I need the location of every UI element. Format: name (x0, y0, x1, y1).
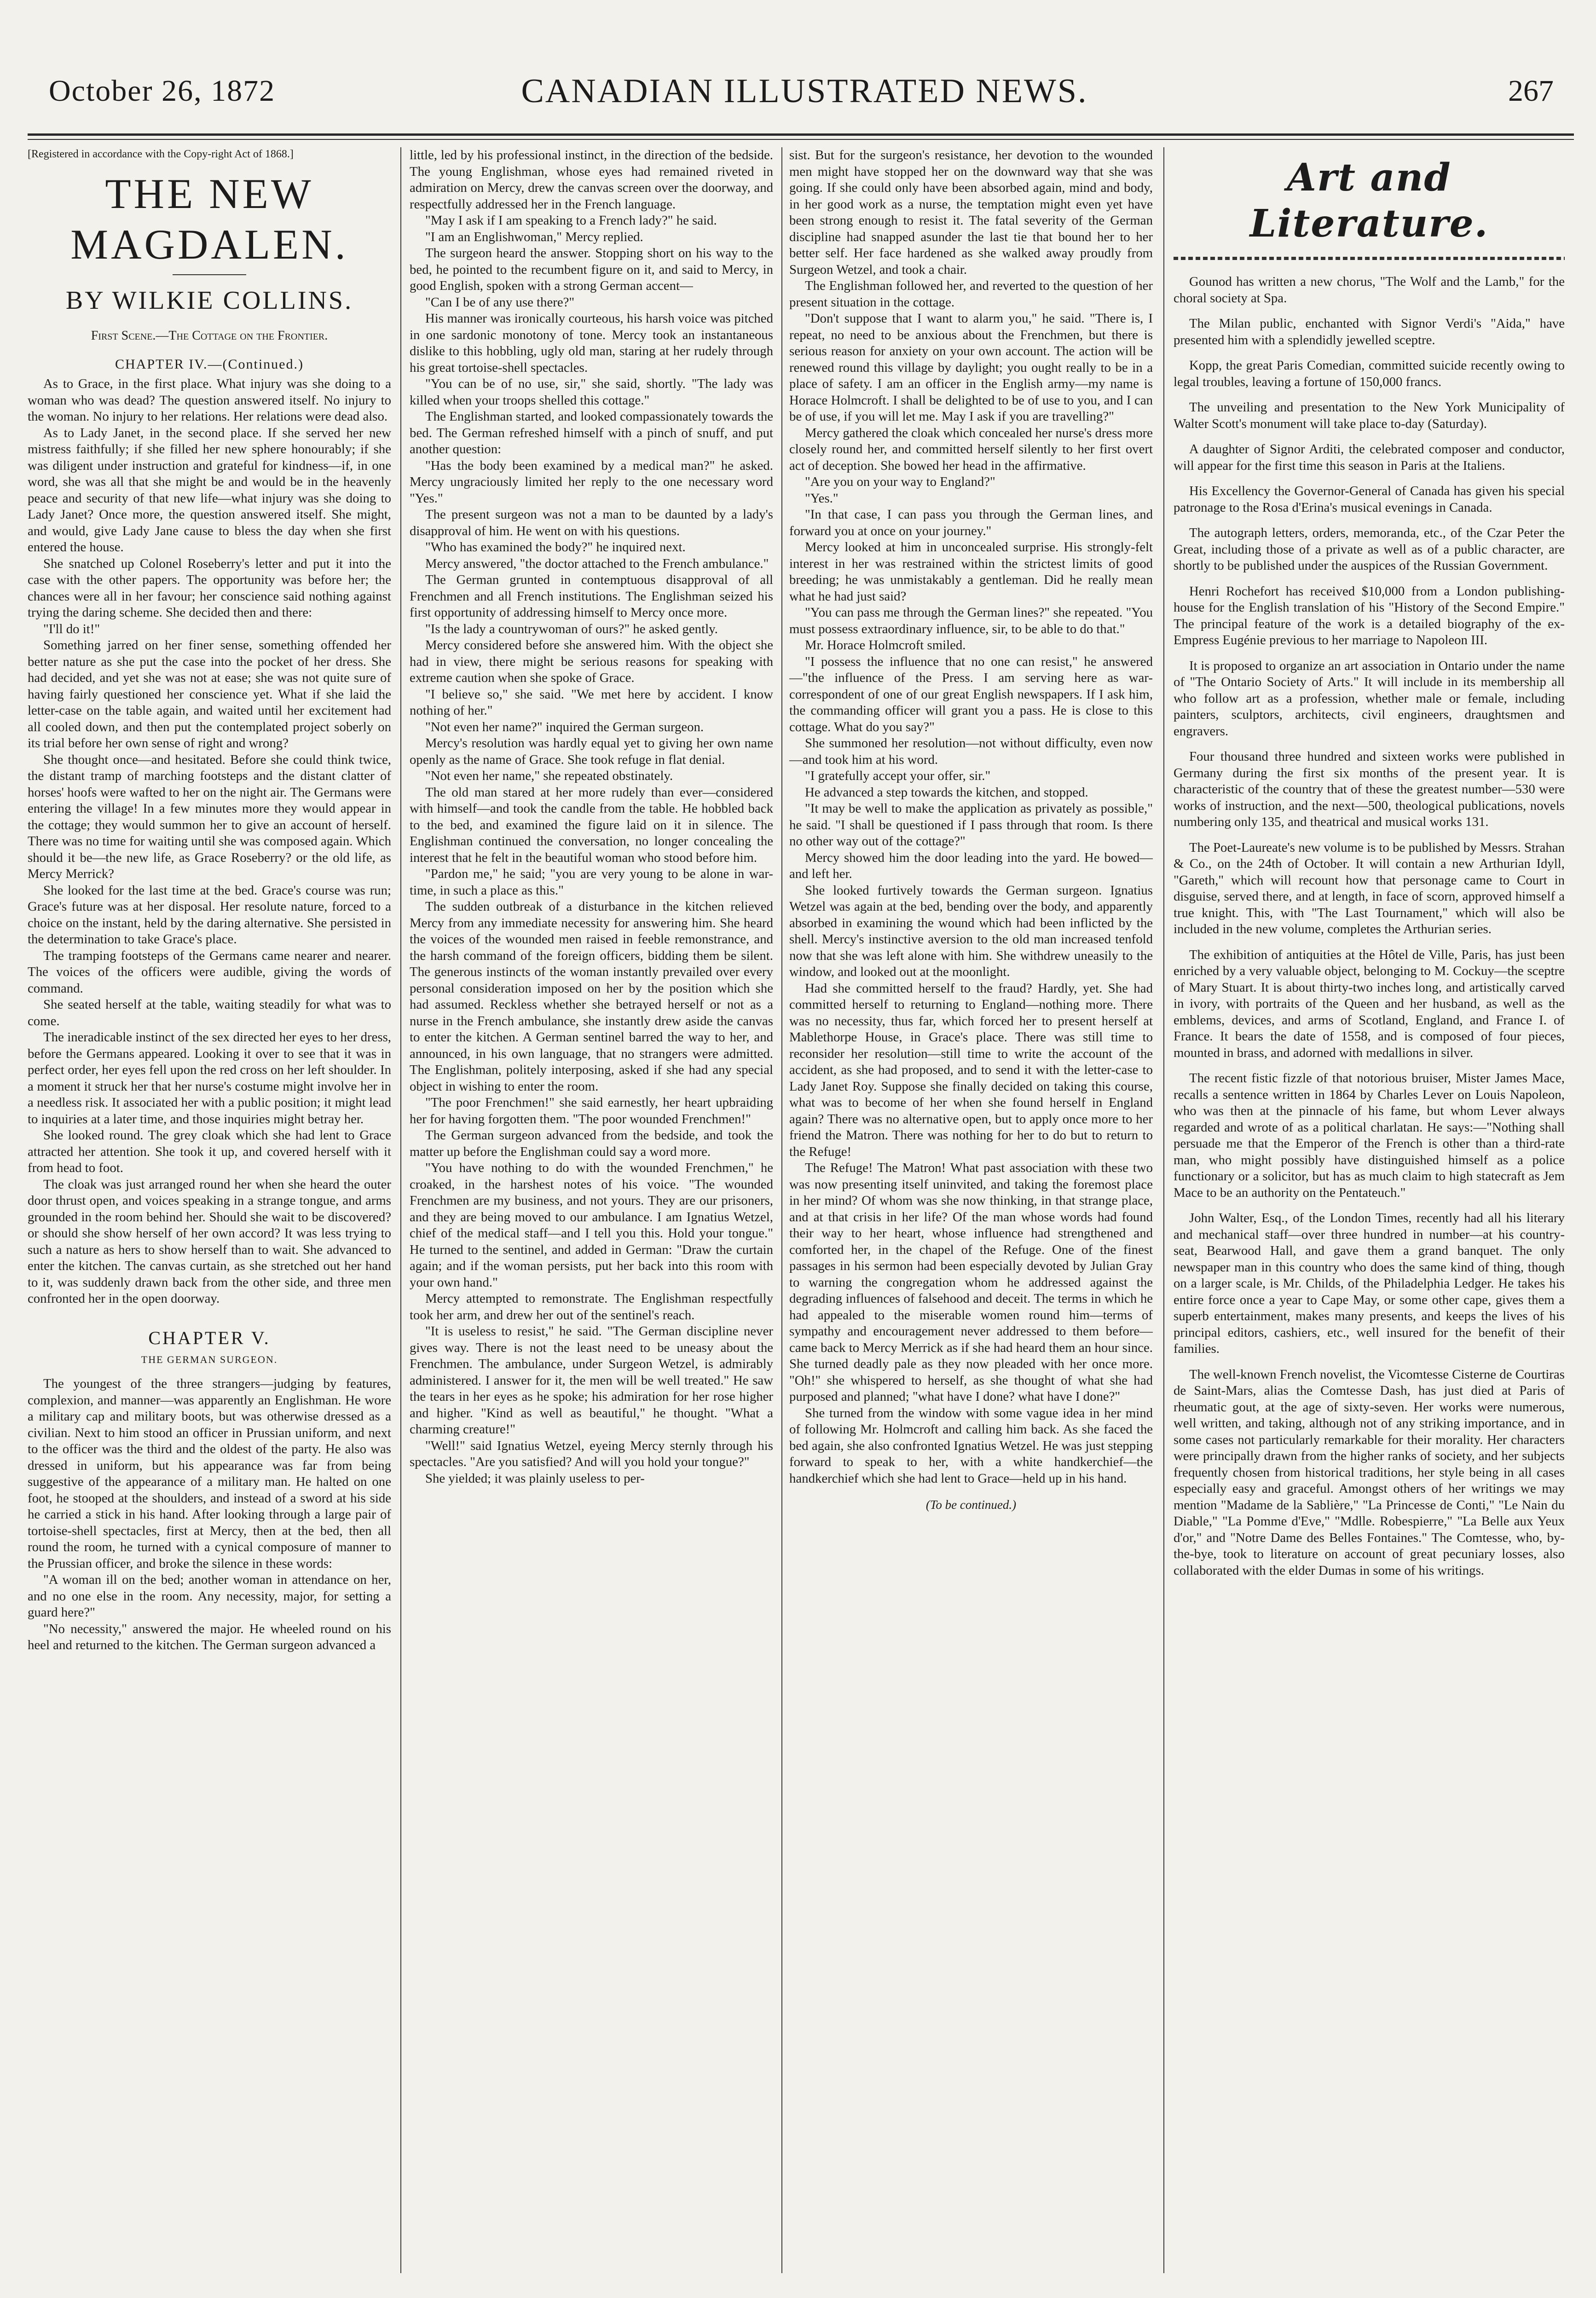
story-paragraph: "May I ask if I am speaking to a French lady?" he said. (425, 213, 717, 228)
news-item: The exhibition of antiquities at the Hôtel de Ville, Paris, has just been enriched by a very valuable object, belonging to M. Cockuy—the sceptre of Mary Stuart. It is about thirty-two inches long, and artistically carved in ivory, with portraits of the Queen and her husband, as well as the emblems, devices, and arms of Scotland, England, and France I. of France. It bears the date of 1558, and is composed of four pieces, mounted in brass, and adorned with medallions in silver. (1174, 947, 1565, 1060)
story-paragraph: His manner was ironically courteous, his harsh voice was pitched in one sardonic monotony of tone. Mercy took an instantaneous dislike to this hobbling, ugly old man, staring at her rudely through his great tortoise-shell spectacles. (410, 311, 773, 375)
story-paragraph: Had she committed herself to the fraud? Hardly, yet. She had committed herself to returning to England—nothing more. There was no necessity, thus far, which forced her to present herself at Mablethorpe House, in Grace's place. There was still time to reconsider her resolution—still time to write the account of the accident, as she had proposed, and to send it with the letter-case to Lady Janet Roy. Suppose she finally decided on taking this course, what was to become of her when she found herself in England again? There was no alternative open, but to apply once more to her friend the Matron. There was nothing for her to do but to return to the Refuge! (789, 981, 1153, 1159)
story-paragraph: The Refuge! The Matron! What past association with these two was now presenting itself uninvited, and taking the foremost place in her mind? Of whom was she now thinking, in that strange place, and at that crisis in her life? Of the man whose words had found their way to her heart, whose influence had strengthened and comforted her, in the chapel of the Refuge. One of the finest passages in his sermon had been especially devoted by Julian Gray to warning the congregation whom he addressed against the degrading influences of falsehood and deceit. The terms in which he had appealed to the miserable women round him—terms of sympathy and encouragement never addressed to them before—came back to Mercy Merrick as if she had heard them an hour since. She turned deadly pale as they now pleaded with her once more. "Oh!" she whispered to herself, as she thought of what she had purposed and planned; "what have I done? what have I done?" (789, 1161, 1153, 1404)
column-2 (410, 147, 773, 2282)
story-paragraph: The old man stared at her more rudely than ever—considered with himself—and took the candle from the table. He hobbled back to the bed, and examined the figure laid on it in silence. The Englishman continued the conversation, no longer concealing the interest that he felt in the beautiful woman who stood before him. (410, 785, 773, 865)
story-paragraph: He advanced a step towards the kitchen, and stopped. (805, 785, 1088, 800)
story-paragraph: "I gratefully accept your offer, sir." (805, 768, 991, 783)
chapter-4-heading: CHAPTER IV.—(Continued.) (115, 356, 304, 372)
story-paragraph: "I'll do it!" (43, 621, 100, 636)
story-paragraph: "Not even her name?" inquired the German surgeon. (425, 719, 704, 734)
chapter-5-heading: CHAPTER V. (148, 1327, 271, 1348)
issue-date: October 26, 1872 (49, 74, 276, 108)
story-paragraph: The German surgeon advanced from the bedside, and took the matter up before the Englishman could say a word more. (410, 1128, 773, 1159)
news-item: The autograph letters, orders, memoranda, etc., of the Czar Peter the Great, including those of a private as well as of a public character, are shortly to be published under the auspices of the Russian Government. (1174, 525, 1565, 573)
copyright-notice: [Registered in accordance with the Copy-right Act of 1868.] (28, 148, 294, 160)
story-paragraph: "No necessity," answered the major. He wheeled round on his heel and returned to the kitchen. The German surgeon advanced a (28, 1621, 391, 1652)
news-item: Kopp, the great Paris Comedian, committed suicide recently owing to legal troubles, leaving a fortune of 150,000 francs. (1174, 358, 1565, 389)
to-be-continued: (To be continued.) (925, 1498, 1017, 1512)
masthead (22, 69, 1587, 124)
story-paragraph: "In that case, I can pass you through the German lines, and forward you at once on your journey." (789, 507, 1153, 538)
story-paragraph: The sudden outbreak of a disturbance in the kitchen relieved Mercy from any immediate necessity for answering him. She heard the voices of the wounded men raised in feeble remonstrance, and the harsh command of the foreign officers, bidding them be silent. The generous instincts of the woman instantly prevailed over every personal consideration imposed on her by the position which she had assumed. Reckless whether she betrayed herself or not as a nurse in the French ambulance, she instantly drew aside the canvas to enter the kitchen. A German sentinel barred the way to her, and announced, in his own language, that no strangers were admitted. The Englishman, politely interposing, asked if she had any special object in wishing to enter the room. (410, 899, 773, 1094)
story-paragraph: little, led by his professional instinct, in the direction of the bedside. The young Englishman, whose eyes had remained riveted in admiration on Mercy, drew the canvas screen over the doorway, and respectfully addressed her in the French language. (410, 148, 773, 212)
page-number: 267 (1508, 74, 1554, 108)
story-paragraph: She yielded; it was plainly useless to per- (425, 1471, 645, 1486)
story-paragraph: She turned from the window with some vague idea in her mind of following Mr. Holmcroft and calling him back. As she faced the bed again, she also confronted Ignatius Wetzel. He was just stepping forward to speak to her, with a white handkerchief—the handkerchief which she had lent to Grace—held up in his hand. (789, 1405, 1153, 1486)
column-4 (1174, 147, 1565, 2282)
story-paragraph: Mercy answered, "the doctor attached to the French ambulance." (425, 556, 769, 571)
story-paragraph: The ineradicable instinct of the sex directed her eyes to her dress, before the Germans appeared. Looking it over to see that it was in perfect order, her eyes fell upon the red cross on her left shoulder. In a moment it struck her that her nurse's costume might involve her in a needless risk. It associated her with a public position; it might lead to inquiries at a later time, and those inquiries might betray her. (28, 1030, 391, 1126)
story-paragraph: The Englishman started, and looked compassionately towards the bed. The German refreshed himself with a pinch of snuff, and put another question: (410, 409, 773, 456)
story-paragraph: "It is useless to resist," he said. "The German discipline never gives way. There is not the least need to be uneasy about the Frenchmen. The ambulance, under Surgeon Wetzel, is admirably administered. I answer for it, the men will be well treated." He saw the tears in her eyes as he spoke; his admiration for her rose higher and higher. "Kind as well as beautiful," he thought. "What a charming creature!" (410, 1324, 773, 1437)
news-item: The unveiling and presentation to the New York Municipality of Walter Scott's monument will take place to-day (Saturday). (1174, 400, 1565, 431)
story-paragraph: "Not even her name," she repeated obstinately. (425, 768, 673, 783)
news-item: John Walter, Esq., of the London Times, recently had all his literary and mechanical staff—over three hundred in number—at his country-seat, Bearwood Hall, and gave them a grand banquet. The only newspaper man in this country who does the same kind of thing, though on a larger scale, is Mr. Childs, of the Philadelphia Ledger. He takes his entire force once a year to Cape May, or some other cape, gives them a superb entertainment, makes many presents, and keeps the lives of his principal editors, cashiers, etc., well insured for the benefit of their families. (1174, 1211, 1565, 1356)
story-paragraph: Mr. Horace Holmcroft smiled. (805, 638, 966, 652)
story-paragraph: "I possess the influence that no one can resist," he answered—"the influence of the Press. I am serving here as war-correspondent of one of our great English newspapers. If I ask him, the commanding officer will grant you a pass. He is close to this cottage. What do you say?" (789, 654, 1153, 734)
story-paragraph: "You can pass me through the German lines?" she repeated. "You must possess extraordinary influence, sir, to be able to do that." (789, 605, 1153, 636)
news-item: Henri Rochefort has received $10,000 from a London publishing-house for the English translation of his "History of the Second Empire." The principal feature of the work is a detailed biography of the ex-Empress Eugénie previous to her marriage to Napoleon III. (1174, 583, 1565, 647)
story-paragraph: She seated herself at the table, waiting steadily for what was to come. (28, 997, 391, 1028)
section-title: Art and Literature. (1249, 156, 1489, 246)
story-text-continued (410, 147, 773, 1487)
story-paragraph: "Yes." (805, 491, 838, 506)
story-paragraph: "Don't suppose that I want to alarm you," he said. "There is, I repeat, no need to be anxious about the Frenchmen, but there is serious reason for anxiety on your own account. The action will be renewed round this village by daylight; you ought really to be in a place of safety. I am an officer in the English army—my name is Horace Holmcroft. I shall be delighted to be of use to you, and I can be of use, if you will let me. May I ask if you are travelling?" (789, 311, 1153, 424)
story-paragraph: "It may be well to make the application as privately as possible," he said. "I shall be questioned if I pass through that room. Is there no other way out of the cottage?" (789, 801, 1153, 849)
news-item: His Excellency the Governor-General of Canada has given his special patronage to the Rosa d'Erina's musical evenings in Canada. (1174, 484, 1565, 515)
story-paragraph: "Has the body been examined by a medical man?" he asked. Mercy ungraciously limited her reply to the one necessary word "Yes." (410, 458, 773, 506)
column-1 (28, 147, 391, 2282)
story-paragraph: Something jarred on her finer sense, something offended her better nature as she put the case into the pocket of her dress. She had decided, and yet she was not at ease; she was not quite sure of having fairly questioned her conscience yet. What if she laid the letter-case on the table again, and waited until her excitement had all cooled down, and then put the contemplated project soberly on its trial before her own sense of right and wrong? (28, 638, 391, 751)
story-paragraph: "Is the lady a countrywoman of ours?" he asked gently. (425, 621, 718, 636)
scene-heading: First Scene.—The Cottage on the Frontier. (91, 329, 328, 343)
story-paragraph: The surgeon heard the answer. Stopping short on his way to the bed, he pointed to the recumbent figure on it, and said to Mercy, in good English, spoken with a strong German accent— (410, 246, 773, 293)
column-divider (400, 147, 401, 2273)
story-paragraph: She snatched up Colonel Roseberry's letter and put it into the case with the other papers. The opportunity was before her; the chances were all in her favour; her conscience said nothing against trying the daring scheme. She decided then and there: (28, 556, 391, 620)
chapter-5-text (28, 1376, 391, 1654)
story-title: THE NEW MAGDALEN. (70, 170, 348, 268)
art-literature-items (1174, 274, 1565, 1579)
column-divider (1163, 147, 1164, 2273)
story-paragraph: As to Lady Janet, in the second place. If she served her new mistress faithfully; if she filled her new sphere honourably; if she was diligent under instruction and grateful for kindness—if, in one word, she was all that she might be and would be in the heavenly peace and security of that new life—what injury was she doing to Lady Janet? Once more, the question answered itself. She might, and would, give Lady Jane cause to bless the day when she first entered the house. (28, 425, 391, 554)
news-item: Four thousand three hundred and sixteen works were published in Germany during the first six months of the present year. It is characteristic of the country that of these the greatest number—530 were works of instruction, and the next—500, theological publications, novels numbering only 135, and theatrical and musical works 131. (1174, 749, 1565, 829)
story-author: BY WILKIE COLLINS. (65, 286, 353, 315)
story-paragraph: She looked furtively towards the German surgeon. Ignatius Wetzel was again at the bed, bending over the body, and apparently absorbed in examining the wound which had been inflicted by the shell. Mercy's instinctive aversion to the old man increased tenfold now that she was left alone with him. She withdrew uneasily to the window, and looked out at the moonlight. (789, 883, 1153, 979)
story-paragraph: Mercy looked at him in unconcealed surprise. His strongly-felt interest in her was restrained within the strictest limits of good breeding; he was unmistakably a gentleman. Did he really mean what he had just said? (789, 540, 1153, 604)
story-paragraph: "You have nothing to do with the wounded Frenchmen," he croaked, in the harshest notes of his voice. "The wounded Frenchmen are my business, and not yours. They are our prisoners, and they are being moved to our ambulance. I am Ignatius Wetzel, chief of the medical staff—and I tell you this. Hold your tongue." He turned to the sentinel, and added in German: "Draw the curtain again; and if the woman persists, put her back into this room with your own hand." (410, 1161, 773, 1290)
story-paragraph: Mercy showed him the door leading into the yard. He bowed—and left her. (789, 850, 1153, 881)
story-paragraph: The tramping footsteps of the Germans came nearer and nearer. The voices of the officers were audible, giving the words of command. (28, 948, 391, 996)
story-paragraph: Mercy attempted to remonstrate. The Englishman respectfully took her arm, and drew her out of the sentinel's reach. (410, 1291, 773, 1322)
story-paragraph: "You can be of no use, sir," she said, shortly. "The lady was killed when your troops shelled this cottage." (410, 376, 773, 408)
story-paragraph: "Who has examined the body?" he inquired next. (425, 540, 686, 554)
story-paragraph: "Pardon me," he said; "you are very young to be alone in war-time, in such a place as this." (410, 866, 773, 898)
story-paragraph: She looked round. The grey cloak which she had lent to Grace attracted her attention. She took it up, and covered herself with it from head to foot. (28, 1128, 391, 1175)
story-paragraph: She summoned her resolution—not without difficulty, even now—and took him at his word. (789, 736, 1153, 767)
story-paragraph: Mercy considered before she answered him. With the object she had in view, there might be serious reasons for speaking with extreme caution when she spoke of Grace. (410, 638, 773, 685)
masthead-rule-thin (28, 139, 1574, 140)
column-3 (789, 147, 1153, 2282)
chapter-5-subtitle: THE GERMAN SURGEON. (141, 1353, 278, 1365)
story-paragraph: "The poor Frenchmen!" she said earnestly, her heart upbraiding her for having forgotten them. "The poor wounded Frenchmen!" (410, 1095, 773, 1126)
story-paragraph: "Well!" said Ignatius Wetzel, eyeing Mercy sternly through his spectacles. "Are you satisfied? And will you hold your tongue?" (410, 1438, 773, 1469)
story-paragraph: "Can I be of any use there?" (425, 294, 575, 310)
story-paragraph: The youngest of the three strangers—judging by features, complexion, and manner—was apparently an Englishman. He wore a military cap and military boots, but was otherwise dressed as a civilian. Next to him stood an officer in Prussian uniform, and next to the officer was the third and the oldest of the party. He also was dressed in uniform, but his appearance was far from being suggestive of the appearance of a military man. He halted on one foot, he stooped at the shoulders, and instead of a sword at his side he carried a stick in his hand. After looking through a large pair of tortoise-shell spectacles, first at Mercy, then at the bed, then all round the room, he turned with a cynical composure of manner to the Prussian officer, and broke the silence in these words: (28, 1376, 391, 1571)
news-item: The Poet-Laureate's new volume is to be published by Messrs. Strahan & Co., on the 24th of October. It will contain a new Arthurian Idyll, "Gareth," which will recount how that personage came to Court in disguise, served there, and at length, in face of scorn, approved himself a true knight. This, with "The Last Tournament," which will also be included in the new volume, completes the Arthurian series. (1174, 840, 1565, 936)
story-paragraph: The Englishman followed her, and reverted to the question of her present situation in the cottage. (789, 278, 1153, 310)
title-rule (173, 274, 246, 275)
chapter-4-text (28, 376, 391, 1307)
story-paragraph: "Are you on your way to England?" (805, 474, 995, 489)
masthead-rule (28, 133, 1574, 136)
story-paragraph: Mercy's resolution was hardly equal yet to giving her own name openly as the name of Grace. She took refuge in flat denial. (410, 736, 773, 767)
newspaper-title: CANADIAN ILLUSTRATED NEWS. (521, 72, 1088, 110)
story-paragraph: She thought once—and hesitated. Before she could think twice, the distant tramp of marching footsteps and the distant clatter of horses' hoofs were wafted to her on the night air. The Germans were entering the village! In a few minutes more they would appear in the cottage; they would summon her to give an account of herself. There was no time for waiting until she was composed again. Which should it be—the new life, as Grace Roseberry? or the old life, as Mercy Merrick? (28, 752, 391, 881)
story-paragraph: She looked for the last time at the bed. Grace's course was run; Grace's future was at her disposal. Her resolute nature, forced to a choice on the instant, held by the daring alternative. She persisted in the determination to take Grace's place. (28, 883, 391, 947)
news-item: Gounod has written a new chorus, "The Wolf and the Lamb," for the choral society at Spa. (1174, 274, 1565, 306)
story-paragraph: Mercy gathered the cloak which concealed her nurse's dress more closely round her, and committed herself silently to her first overt act of deception. She bowed her head in the affirmative. (789, 425, 1153, 473)
story-paragraph: The cloak was just arranged round her when she heard the outer door thrust open, and voices speaking in a strange tongue, and arms grounded in the room behind her. Should she wait to be discovered? or should she show herself of her own accord? It was less trying to such a nature as hers to show herself than to wait. She advanced to enter the kitchen. The canvas curtain, as she stretched out her hand to it, was suddenly drawn back from the other side, and three men confronted her in the open doorway. (28, 1177, 391, 1306)
news-item: The Milan public, enchanted with Signor Verdi's "Aida," have presented him with a splendidly jewelled sceptre. (1174, 316, 1565, 347)
news-item: The recent fistic fizzle of that notorious bruiser, Mister James Mace, recalls a sentence written in 1864 by Charles Lever on Louis Napoleon, who was then at the pinnacle of his fame, but whom Lever always regarded and wrote of as a political charlatan. He says:—"Nothing shall persuade me that the Emperor of the French is other than a third-rate man, who might possibly have distinguished himself as a police functionary or a solicitor, but has as much claim to high statecraft as Jem Mace to be an authority on the Pentateuch." (1174, 1071, 1565, 1200)
story-paragraph: The German grunted in contemptuous disapproval of all Frenchmen and all French institutions. The Englishman seized his first opportunity of addressing himself to Mercy once more. (410, 572, 773, 620)
news-item: A daughter of Signor Arditi, the celebrated composer and conductor, will appear for the first time this season in Paris at the Italiens. (1174, 442, 1565, 473)
story-paragraph: "I believe so," she said. "We met here by accident. I know nothing of her." (410, 687, 773, 718)
story-paragraph: "A woman ill on the bed; another woman in attendance on her, and no one else in the room. Any necessity, major, for setting a guard here?" (28, 1572, 391, 1620)
story-paragraph: The present surgeon was not a man to be daunted by a lady's disapproval of him. He went on with his questions. (410, 507, 773, 538)
news-item: It is proposed to organize an art association in Ontario under the name of "The Ontario Society of Arts." It will include in its membership all who follow art as a profession, whether male or female, including painters, sculptors, architects, civil engineers, draughtsmen and engravers. (1174, 658, 1565, 739)
news-item: The well-known French novelist, the Vicomtesse Cisterne de Courtiras de Saint-Mars, alias the Comtesse Dash, has just died at Paris of rheumatic gout, at the age of sixty-seven. Her works were numerous, well written, and taking, although not of any striking importance, and in some cases not particularly remarkable for their morality. Her characters were principally drawn from the higher ranks of society, and her subjects frequently chosen from historical traditions, her style being in all cases especially easy and graceful. Amongst others of her writings we may mention "Madame de la Sablière," "La Princesse de Conti," "Le Nain du Diable," "La Pomme d'Eve," "Mdlle. Robespierre," "La Belle aux Yeux d'or," and "Notre Dame des Belles Fontaines." The Comtesse, who, by-the-bye, took to literature on account of great pecuniary losses, also collaborated with the elder Dumas in some of his writings. (1174, 1367, 1565, 1578)
section-rule (1174, 257, 1565, 260)
story-paragraph: sist. But for the surgeon's resistance, her devotion to the wounded men might have stopped her on the downward way that she was going. If she could only have been absorbed again, mind and body, in her good work as a nurse, the temptation might even yet have been strong enough to resist it. The fatal severity of the German discipline had snapped asunder the last tie that bound her to her better self. Her face hardened as she walked away proudly from Surgeon Wetzel, and took a chair. (789, 148, 1153, 277)
column-divider (781, 147, 782, 2273)
story-text-continued (789, 147, 1153, 1487)
story-paragraph: As to Grace, in the first place. What injury was she doing to a woman who was dead? The question answered itself. No injury to the woman. No injury to her relations. Her relations were dead also. (28, 376, 391, 424)
story-paragraph: "I am an Englishwoman," Mercy replied. (425, 229, 643, 244)
